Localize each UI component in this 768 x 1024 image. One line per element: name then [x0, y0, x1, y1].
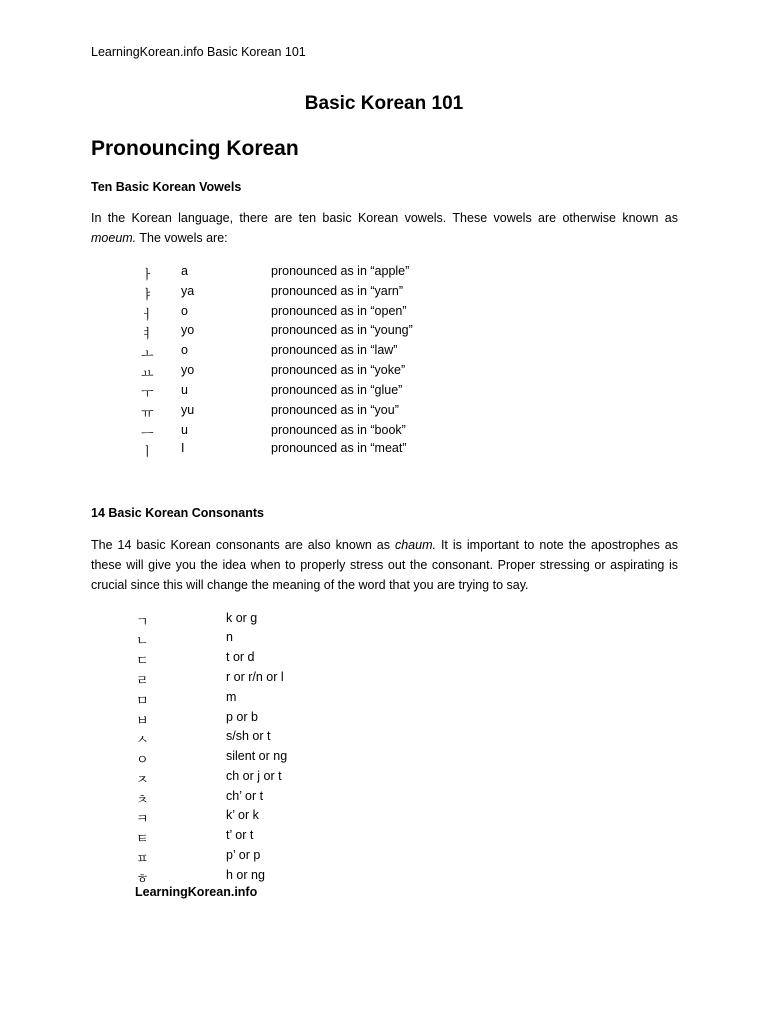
- consonant-char: ㅈ: [136, 773, 149, 788]
- vowel-row: [141, 343, 541, 362]
- consonant-row: [136, 749, 436, 768]
- consonant-char: ㅅ: [136, 733, 149, 748]
- consonant-char: ㄷ: [136, 654, 149, 669]
- vowel-row: [141, 383, 541, 402]
- vowel-char: ㅓ: [141, 308, 154, 323]
- consonant-row: [136, 710, 436, 729]
- consonant-roman: s/sh or t: [226, 729, 271, 743]
- vowel-pronunciation: pronounced as in “book”: [271, 423, 406, 437]
- vowel-row: [141, 264, 541, 283]
- consonant-char: ㄴ: [136, 634, 149, 649]
- vowel-roman: u: [181, 423, 188, 437]
- consonant-row: [136, 789, 436, 808]
- vowel-char: ㅏ: [141, 268, 154, 283]
- consonant-roman: k’ or k: [226, 808, 259, 822]
- document-title: Basic Korean 101: [304, 93, 464, 114]
- vowel-pronunciation: pronounced as in “open”: [271, 304, 407, 318]
- consonant-row: [136, 729, 436, 748]
- consonant-row: [136, 630, 436, 649]
- vowel-pronunciation: pronounced as in “meat”: [271, 441, 407, 455]
- vowels-intro-line-1: In the Korean language, there are ten basic Korean vowels. These vowels are otherwise known as: [91, 211, 678, 225]
- consonant-roman: ch or j or t: [226, 769, 282, 783]
- consonant-roman: t or d: [226, 650, 255, 664]
- vowel-row: [141, 323, 541, 342]
- consonant-row: [136, 690, 436, 709]
- consonant-char: ㅂ: [136, 714, 149, 729]
- vowel-row: [141, 363, 541, 382]
- vowel-pronunciation: pronounced as in “glue”: [271, 383, 403, 397]
- consonant-roman: p or b: [226, 710, 258, 724]
- consonants-heading: 14 Basic Korean Consonants: [91, 506, 264, 520]
- moeum-term: moeum.: [91, 231, 137, 245]
- vowel-char: ㅜ: [141, 387, 154, 402]
- consonant-roman: p’ or p: [226, 848, 261, 862]
- vowel-row: [141, 423, 541, 442]
- vowel-row: [141, 304, 541, 323]
- consonants-intro-paragraph: [91, 535, 678, 595]
- vowel-roman: o: [181, 343, 188, 357]
- vowel-pronunciation: pronounced as in “yoke”: [271, 363, 406, 377]
- vowel-row: [141, 284, 541, 303]
- vowel-roman: I: [181, 441, 185, 455]
- consonant-char: ㅋ: [136, 812, 149, 827]
- consonants-intro-line-1: [91, 535, 678, 555]
- vowel-char: ㅗ: [141, 347, 154, 362]
- chaum-term: chaum.: [394, 538, 436, 552]
- vowel-char: ㅕ: [141, 327, 154, 342]
- consonant-row: [136, 828, 436, 847]
- consonant-char: ㅊ: [136, 793, 149, 808]
- vowel-pronunciation: pronounced as in “law”: [271, 343, 398, 357]
- vowel-row: [141, 403, 541, 422]
- vowel-pronunciation: pronounced as in “young”: [271, 323, 413, 337]
- vowels-intro-line-2-rest: The vowels are:: [136, 231, 228, 245]
- consonant-char: ㅌ: [136, 832, 149, 847]
- vowel-roman: yo: [181, 363, 195, 377]
- consonant-roman: ch’ or t: [226, 789, 264, 803]
- vowel-char: ㅡ: [141, 427, 154, 442]
- vowels-intro-paragraph: [91, 208, 678, 248]
- vowel-roman: a: [181, 264, 188, 278]
- consonant-roman: silent or ng: [226, 749, 288, 763]
- consonant-char: ㄱ: [136, 615, 149, 630]
- consonant-roman: t’ or t: [226, 828, 254, 842]
- consonant-char: ㅎ: [136, 872, 149, 887]
- consonant-roman: h or ng: [226, 868, 265, 882]
- vowel-roman: yo: [181, 323, 195, 337]
- consonants-intro-line-2: these will give you the idea when to properly stress out the consonant. Proper stressing or aspirating is: [91, 558, 678, 572]
- vowel-char: ㅛ: [141, 367, 154, 382]
- consonant-roman: n: [226, 630, 233, 644]
- vowel-char: ㅣ: [141, 445, 154, 460]
- consonant-row: [136, 650, 436, 669]
- consonant-roman: m: [226, 690, 237, 704]
- consonant-row: [136, 848, 436, 867]
- section-title: Pronouncing Korean: [91, 137, 299, 160]
- vowel-pronunciation: pronounced as in “apple”: [271, 264, 410, 278]
- consonant-char: ㅍ: [136, 852, 149, 867]
- consonant-char: ㄹ: [136, 674, 149, 689]
- consonants-intro-line-1-pre: The 14 basic Korean consonants are also known as: [91, 538, 395, 552]
- consonant-row: [136, 611, 436, 630]
- vowels-intro-line-2: [91, 228, 678, 248]
- vowel-roman: o: [181, 304, 188, 318]
- consonant-char: ㅇ: [136, 753, 149, 768]
- consonant-row: [136, 670, 436, 689]
- consonant-char: ㅁ: [136, 694, 149, 709]
- page-header: LearningKorean.info Basic Korean 101: [91, 45, 306, 59]
- consonants-intro-line-3: crucial since this will change the meaning of the word that you are trying to say.: [91, 578, 529, 592]
- consonant-roman: k or g: [226, 611, 258, 625]
- consonant-row: [136, 808, 436, 827]
- vowel-pronunciation: pronounced as in “yarn”: [271, 284, 404, 298]
- vowel-pronunciation: pronounced as in “you”: [271, 403, 399, 417]
- vowel-char: ㅑ: [141, 288, 154, 303]
- vowels-heading: Ten Basic Korean Vowels: [91, 180, 242, 194]
- vowel-char: ㅠ: [141, 407, 154, 422]
- vowel-roman: u: [181, 383, 188, 397]
- consonant-roman: r or r/n or l: [226, 670, 284, 684]
- vowel-roman: yu: [181, 403, 195, 417]
- consonants-intro-line-1-post: It is important to note the apostrophes as: [435, 538, 678, 552]
- vowel-roman: ya: [181, 284, 195, 298]
- vowel-row: [141, 441, 541, 460]
- footer-brand: LearningKorean.info: [135, 885, 258, 899]
- consonant-row: [136, 769, 436, 788]
